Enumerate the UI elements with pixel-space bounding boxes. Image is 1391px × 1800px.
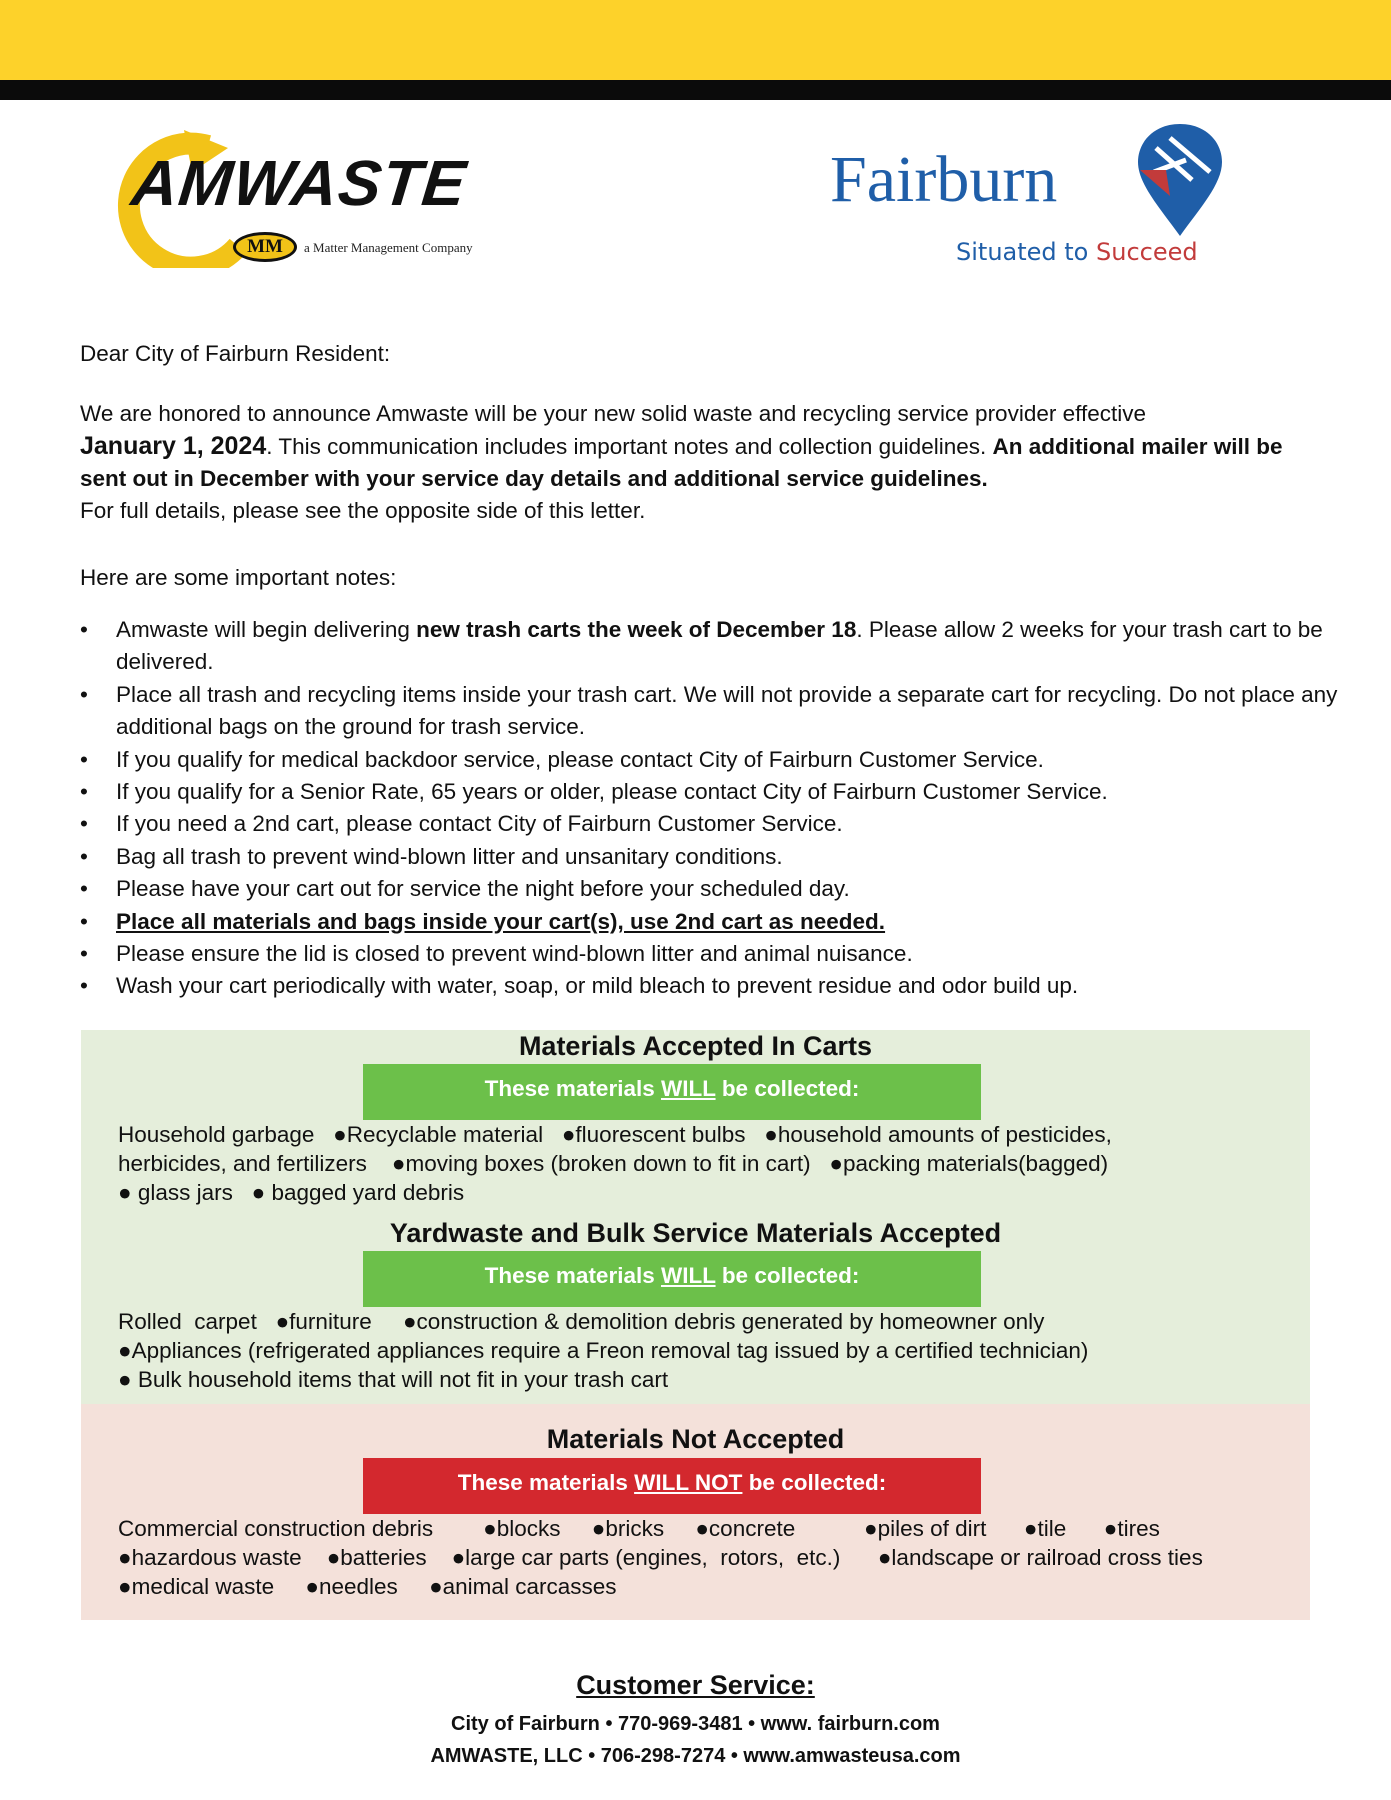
list-item [80, 776, 1340, 808]
note-text: Amwaste will begin delivering [116, 617, 417, 642]
top-yellow-bar [0, 0, 1391, 80]
materials-line: ●hazardous waste ●batteries ●large car parts (engines, rotors, etc.) ●landscape or railroad cross ties [118, 1545, 1203, 1570]
bullet: • [80, 746, 88, 772]
banner-text: These materials [457, 1470, 635, 1495]
list-item [80, 938, 1340, 970]
notes-list [80, 614, 1340, 1003]
list-item [80, 744, 1340, 776]
amwaste-tagline: a Matter Management Company [304, 240, 473, 255]
intro-text-2: . This communication includes important notes and collection guidelines. [266, 434, 993, 459]
amwaste-wordmark: AMWASTE [128, 147, 470, 219]
fairburn-logo [830, 120, 1250, 280]
list-item [80, 841, 1340, 873]
note-emphasis-text: Place all materials and bags inside your cart(s), use 2nd cart as needed. [116, 908, 886, 934]
bullet: • [80, 973, 88, 999]
materials-line: ● Bulk household items that will not fit in your trash cart [118, 1367, 669, 1392]
bullet: • [80, 811, 88, 837]
mm-badge: MM [233, 232, 297, 262]
customer-service-title: Customer Service: [576, 1670, 815, 1700]
effective-date: January 1, 2024 [80, 432, 267, 460]
map-pin-icon [1130, 120, 1230, 240]
banner-text: These materials [484, 1076, 661, 1101]
list-item [80, 970, 1340, 1002]
list-item [80, 906, 1340, 938]
fairburn-tagline [956, 238, 1198, 266]
intro-paragraph [80, 398, 1320, 527]
greeting: Dear City of Fairburn Resident: [80, 341, 391, 366]
note-text: Please have your cart out for service the night before your scheduled day. [116, 876, 850, 902]
note-text: Place all trash and recycling items inside your trash cart. We will not provide a separate cart for recycling. Do not place any additional bags on the ground for trash service. [116, 681, 1338, 740]
intro-text-1: We are honored to announce Amwaste will be your new solid waste and recycling service provider effective [80, 401, 1146, 426]
note-text: Bag all trash to prevent wind-blown litter and unsanitary conditions. [116, 843, 783, 869]
intro-bold-text: An additional mailer will be sent out in December with your service day details and additional service guidelines. [80, 434, 1283, 491]
banner-text: be collected: [715, 1076, 860, 1101]
banner-emphasis: WILL NOT [634, 1470, 743, 1495]
materials-line: Commercial construction debris ●blocks ●bricks ●concrete ●piles of dirt ●tile ●tires [118, 1516, 1160, 1541]
materials-line: ●Appliances (refrigerated appliances require a Freon removal tag issued by a certified technician) [118, 1338, 1089, 1363]
list-item [80, 873, 1340, 905]
note-text: If you qualify for a Senior Rate, 65 years or older, please contact City of Fairburn Customer Service. [116, 779, 1108, 805]
note-text: If you qualify for medical backdoor service, please contact City of Fairburn Customer Service. [116, 746, 1044, 772]
materials-line: Rolled carpet ●furniture ●construction & demolition debris generated by homeowner only [118, 1309, 1045, 1334]
materials-line: ●medical waste ●needles ●animal carcasses [118, 1574, 617, 1599]
amwaste-logo [88, 128, 568, 268]
tagline-part-1: Situated to [956, 238, 1096, 266]
bulk-collected-banner [363, 1251, 981, 1307]
not-accepted-section-title: Materials Not Accepted [546, 1424, 845, 1454]
bulk-materials-list [118, 1307, 1318, 1394]
bullet: • [80, 908, 88, 934]
banner-text: be collected: [742, 1470, 887, 1495]
materials-line: herbicides, and fertilizers ●moving boxes (broken down to fit in cart) ●packing materials(bagged) [118, 1151, 1109, 1176]
materials-line: Household garbage ●Recyclable material ●fluorescent bulbs ●household amounts of pesticides, [118, 1122, 1112, 1147]
bullet: • [80, 779, 88, 805]
not-collected-banner [363, 1458, 981, 1514]
list-item [80, 679, 1340, 744]
carts-collected-banner [363, 1064, 981, 1120]
fairburn-contact-line: City of Fairburn • 770-969-3481 • www. fairburn.com [451, 1713, 940, 1735]
banner-text: be collected: [715, 1263, 860, 1288]
not-accepted-materials-list [118, 1514, 1318, 1601]
amwaste-contact-line: AMWASTE, LLC • 706-298-7274 • www.amwasteusa.com [430, 1745, 961, 1767]
intro-text-3: For full details, please see the opposite side of this letter. [80, 498, 646, 523]
list-item [80, 614, 1340, 679]
banner-emphasis: WILL [660, 1076, 716, 1101]
materials-line: ● glass jars ● bagged yard debris [118, 1180, 465, 1205]
fairburn-wordmark: Fairburn [830, 143, 1058, 216]
notes-heading: Here are some important notes: [80, 565, 397, 590]
list-item [80, 808, 1340, 840]
bullet: • [80, 876, 88, 902]
banner-text: These materials [484, 1263, 661, 1288]
tagline-part-2: Succeed [1096, 238, 1198, 266]
top-black-bar [0, 80, 1391, 100]
note-text: . Please allow 2 weeks for your trash cart to be delivered. [116, 617, 1323, 675]
bullet: • [80, 843, 88, 869]
bullet: • [80, 617, 88, 642]
bulk-section-title: Yardwaste and Bulk Service Materials Accepted [389, 1218, 1002, 1248]
note-bold-text: new trash carts the week of December 18 [416, 617, 857, 642]
bullet: • [80, 941, 88, 967]
carts-section-title: Materials Accepted In Carts [518, 1031, 873, 1061]
carts-materials-list [118, 1120, 1318, 1207]
note-text: If you need a 2nd cart, please contact City of Fairburn Customer Service. [116, 811, 843, 837]
note-text: Please ensure the lid is closed to prevent wind-blown litter and animal nuisance. [116, 941, 913, 967]
banner-emphasis: WILL [660, 1263, 716, 1288]
bullet: • [80, 681, 88, 707]
note-text: Wash your cart periodically with water, soap, or mild bleach to prevent residue and odor build up. [116, 973, 1079, 999]
